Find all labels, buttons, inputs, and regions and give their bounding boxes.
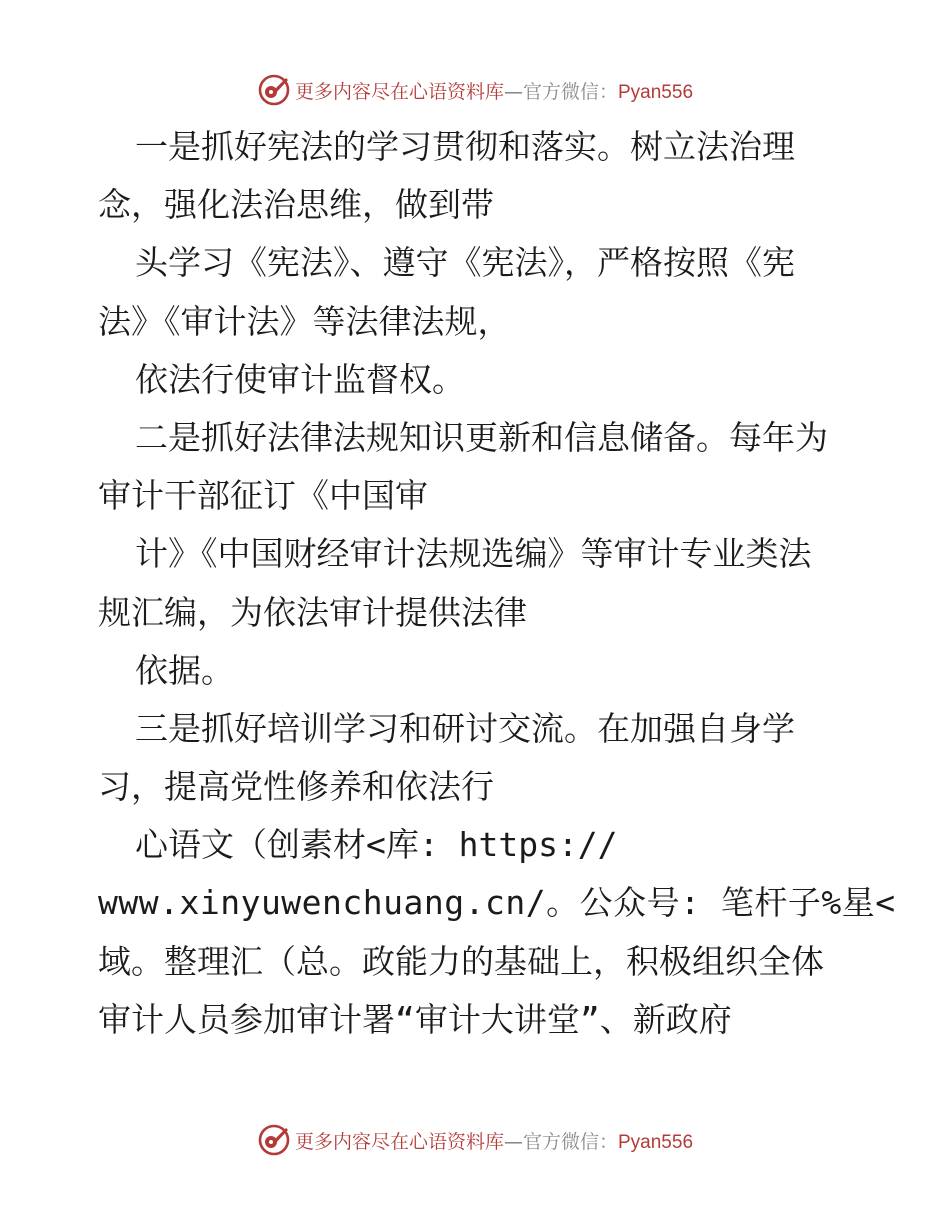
text-line: 心语文（创素材<库: https:// [135,825,618,865]
banner-main-text: 更多内容尽在心语资料库 [294,80,504,103]
text-line: 审计干部征订《中国审 [98,476,428,516]
text-line: 审计人员参加审计署“审计大讲堂”、新政府 [98,999,732,1039]
text-line: 二是抓好法律法规知识更新和信息储备。每年为 [135,417,828,457]
banner-main-text: 更多内容尽在心语资料库 [294,1130,504,1153]
quill-logo-icon [257,1123,291,1157]
text-line: 念，强化法治思维，做到带 [98,185,494,225]
banner-wechat-label: 官方微信： [522,80,618,103]
banner-separator: — [503,80,523,103]
footer-watermark-banner [0,1120,950,1160]
text-line: 习，提高党性修养和依法行 [98,767,494,807]
text-line: 域。整理汇（总。政能力的基础上，积极组织全体 [98,941,824,981]
text-line: 规汇编，为依法审计提供法律 [98,592,527,632]
document-body [98,118,896,1049]
text-line: 计》《中国财经审计法规选编》等审计专业类法 [135,534,812,574]
text-line: 法》《审计法》等法律法规， [98,301,511,341]
text-line: 头学习《宪法》、遵守《宪法》，严格按照《宪 [135,243,795,283]
text-line: 一是抓好宪法的学习贯彻和落实。树立法治理 [135,127,795,166]
banner-wechat-label: 官方微信： [522,1130,618,1153]
text-line: www.xinyuwenchuang.cn/。公众号: 笔杆子%星< [98,883,896,923]
banner-text [295,77,693,104]
header-watermark-banner [0,70,950,110]
banner-wechat-id: Pyan556 [618,81,694,103]
banner-text [295,1127,693,1154]
banner-separator: — [503,1130,523,1153]
text-line: 依法行使审计监督权。 [135,359,465,399]
text-line: 依据。 [135,650,234,690]
banner-wechat-id: Pyan556 [618,1131,694,1153]
quill-logo-icon [257,73,291,107]
text-line: 三是抓好培训学习和研讨交流。在加强自身学 [135,708,795,748]
